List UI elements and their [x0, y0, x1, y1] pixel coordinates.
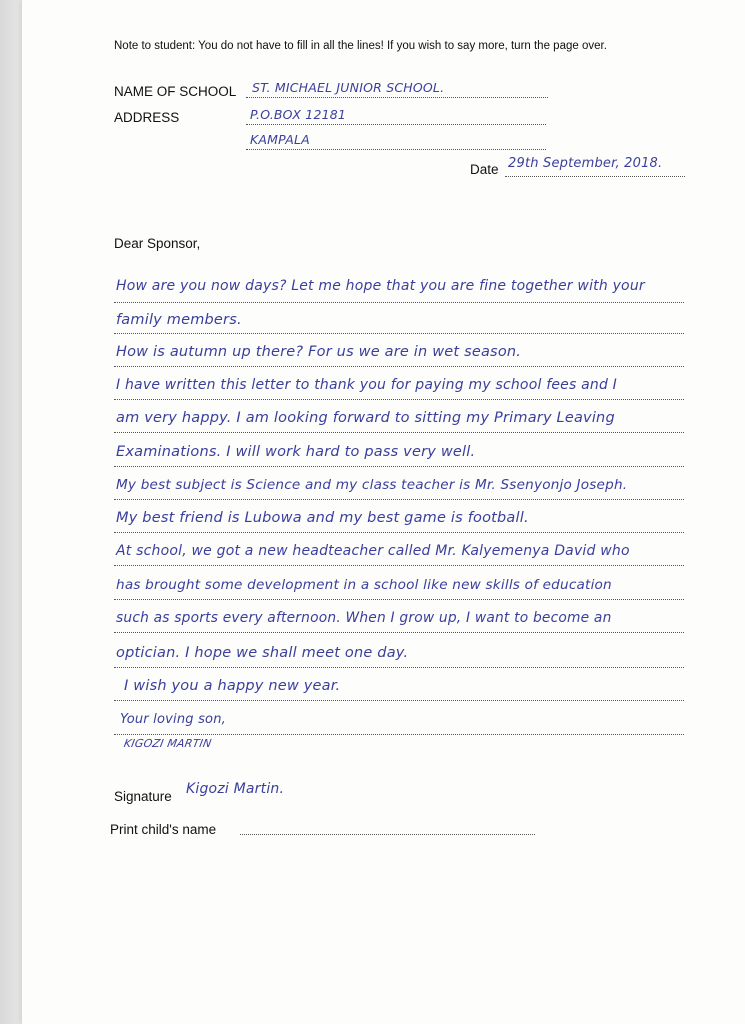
- letter-line: such as sports every afternoon. When I grow up, I want to become an: [116, 610, 612, 626]
- address-entry-1: P.O.BOX 12181: [250, 107, 347, 122]
- ruled-line: [114, 532, 684, 533]
- ruled-line: [114, 700, 684, 701]
- closing-name: KIGOZI MARTIN: [122, 737, 213, 750]
- ruled-line: [114, 399, 684, 400]
- ruled-line: [114, 599, 684, 600]
- ruled-line: [114, 466, 684, 467]
- note-to-student: Note to student: You do not have to fill in all the lines! If you wish to say more, turn the page over.: [114, 40, 607, 52]
- ruled-line: [114, 667, 684, 668]
- letter-line: At school, we got a new headteacher called Mr. Kalyemenya David who: [116, 543, 630, 559]
- letter-line: I have written this letter to thank you for paying my school fees and I: [116, 377, 618, 393]
- letter-line: family members.: [116, 312, 242, 328]
- letter-line: Examinations. I will work hard to pass very well.: [116, 444, 476, 460]
- date-entry: 29th September, 2018.: [508, 156, 663, 171]
- letter-line: has brought some development in a school like new skills of education: [116, 577, 612, 593]
- ruled-line: [114, 499, 684, 500]
- school-label: NAME OF SCHOOL: [114, 84, 237, 99]
- letter-line: am very happy. I am looking forward to sitting my Primary Leaving: [116, 410, 615, 426]
- ruled-line: [114, 632, 684, 633]
- ruled-line: [114, 302, 684, 303]
- letter-line: My best friend is Lubowa and my best game is football.: [116, 510, 529, 526]
- ruled-line: [114, 432, 684, 433]
- letter-line: optician. I hope we shall meet one day.: [116, 645, 409, 661]
- letter-line: My best subject is Science and my class teacher is Mr. Ssenyonjo Joseph.: [116, 477, 628, 493]
- closing-line: Your loving son,: [120, 712, 226, 727]
- print-name-dotted-line: [240, 834, 535, 835]
- date-label: Date: [470, 162, 499, 177]
- letter-line: How are you now days? Let me hope that you are fine together with your: [116, 278, 645, 294]
- school-name-entry: ST. MICHAEL JUNIOR SCHOOL.: [252, 80, 445, 95]
- address-label: ADDRESS: [114, 110, 180, 125]
- address-dotted-line-1: [246, 124, 546, 125]
- address-entry-2: KAMPALA: [250, 132, 310, 147]
- signature-entry: Kigozi Martin.: [186, 781, 285, 797]
- ruled-line: [114, 333, 684, 334]
- ruled-line: [114, 734, 684, 735]
- ruled-line: [114, 565, 684, 566]
- date-dotted-line: [505, 176, 685, 177]
- letter-line: How is autumn up there? For us we are in wet season.: [116, 344, 522, 360]
- ruled-line: [114, 366, 684, 367]
- signature-label: Signature: [114, 789, 172, 804]
- salutation: Dear Sponsor,: [114, 236, 201, 251]
- address-dotted-line-2: [246, 149, 546, 150]
- school-dotted-line: [246, 97, 548, 98]
- print-name-label: Print child's name: [110, 822, 217, 837]
- letter-line: I wish you a happy new year.: [124, 678, 341, 694]
